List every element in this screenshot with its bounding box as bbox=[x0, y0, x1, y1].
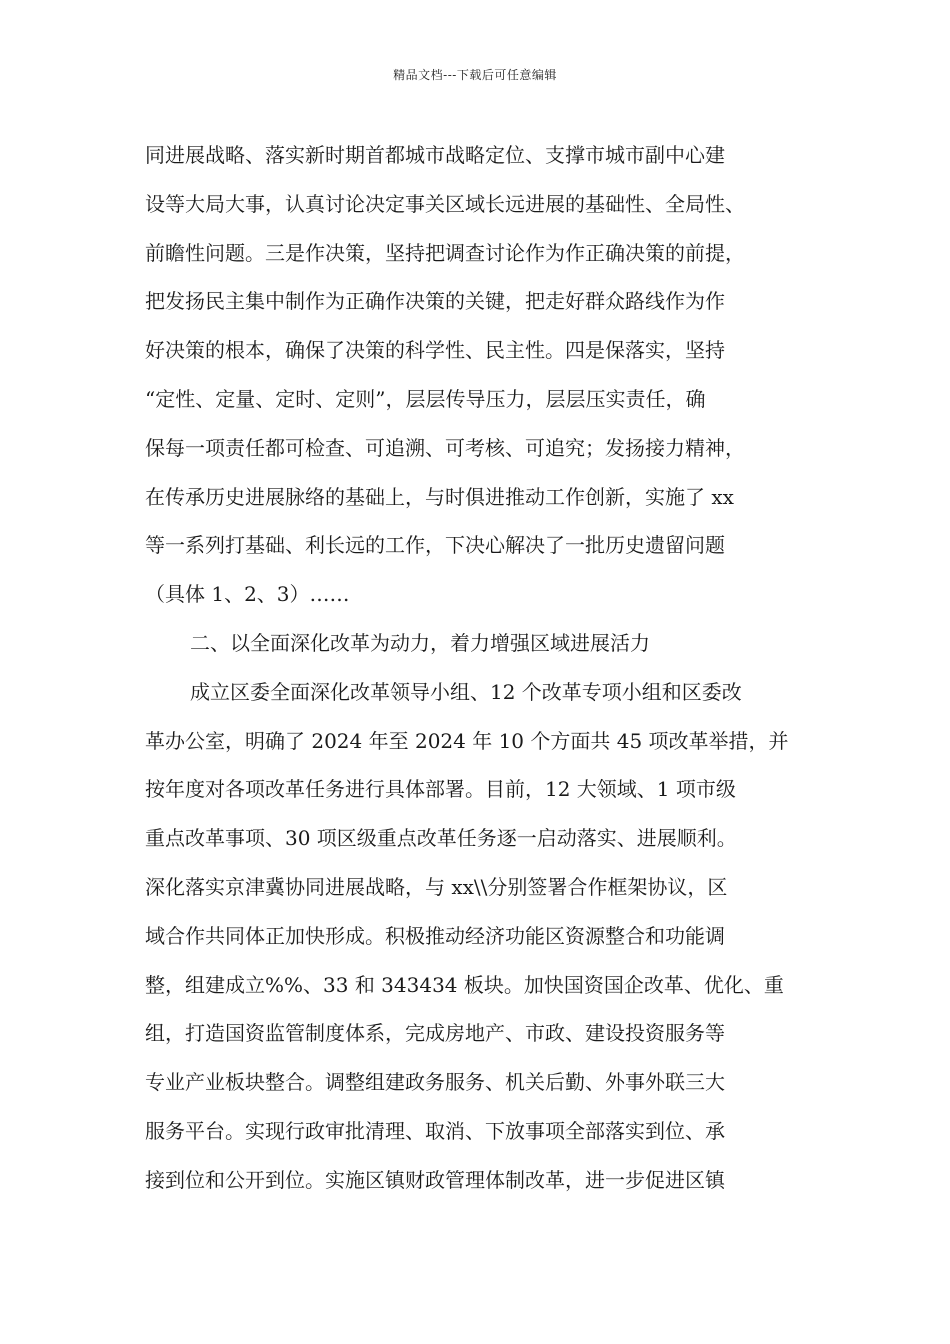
text-line: 域合作共同体正加快形成。积极推动经济功能区资源整合和功能调 bbox=[145, 923, 725, 948]
text-line: 接到位和公开到位。实施区镇财政管理体制改革，进一步促进区镇 bbox=[145, 1167, 725, 1192]
text-line: （具体 1、2、3）…… bbox=[145, 582, 350, 607]
text-line: 设等大局大事，认真讨论决定事关区域长远进展的基础性、全局性、 bbox=[145, 191, 745, 216]
text-line: 专业产业板块整合。调整组建政务服务、机关后勤、外事外联三大 bbox=[145, 1070, 725, 1095]
text-line: 等一系列打基础、利长远的工作，下决心解决了一批历史遗留问题 bbox=[145, 533, 725, 558]
text-line: 在传承历史进展脉络的基础上，与时俱进推动工作创新，实施了 xx bbox=[145, 484, 734, 509]
paragraph-first-line: 成立区委全面深化改革领导小组、12 个改革专项小组和区委改 bbox=[190, 679, 742, 704]
text-line: 把发扬民主集中制作为正确作决策的关键，把走好群众路线作为作 bbox=[145, 289, 725, 314]
text-line: 革办公室，明确了 2024 年至 2024 年 10 个方面共 45 项改革举措，并 bbox=[145, 728, 789, 753]
text-line: 好决策的根本，确保了决策的科学性、民主性。四是保落实，坚持 bbox=[145, 338, 725, 363]
text-line: 同进展战略、落实新时期首都城市战略定位、支撑市城市副中心建 bbox=[145, 143, 725, 167]
text-line: 前瞻性问题。三是作决策，坚持把调查讨论作为作正确决策的前提， bbox=[145, 240, 745, 265]
text-line: 整，组建成立%%、33 和 343434 板块。加快国资国企改革、优化、重 bbox=[145, 972, 784, 997]
text-line: 深化落实京津冀协同进展战略，与 xx\\分别签署合作框架协议，区 bbox=[145, 874, 728, 899]
text-line: 保每一项责任都可检查、可追溯、可考核、可追究；发扬接力精神， bbox=[145, 435, 745, 460]
text-line: “定性、定量、定时、定则”，层层传导压力，层层压实责任，确 bbox=[145, 386, 706, 411]
document-body bbox=[145, 131, 825, 1205]
text-line: 服务平台。实现行政审批清理、取消、下放事项全部落实到位、承 bbox=[145, 1118, 725, 1143]
section-heading: 二、以全面深化改革为动力，着力增强区域进展活力 bbox=[190, 630, 650, 655]
text-line: 重点改革事项、30 项区级重点改革任务逐一启动落实、进展顺利。 bbox=[145, 826, 737, 851]
text-line: 组，打造国资监管制度体系，完成房地产、市政、建设投资服务等 bbox=[145, 1021, 725, 1046]
text-line: 按年度对各项改革任务进行具体部署。目前，12 大领域、1 项市级 bbox=[145, 777, 736, 802]
page-header: 精品文档---下载后可任意编辑 bbox=[393, 68, 557, 82]
